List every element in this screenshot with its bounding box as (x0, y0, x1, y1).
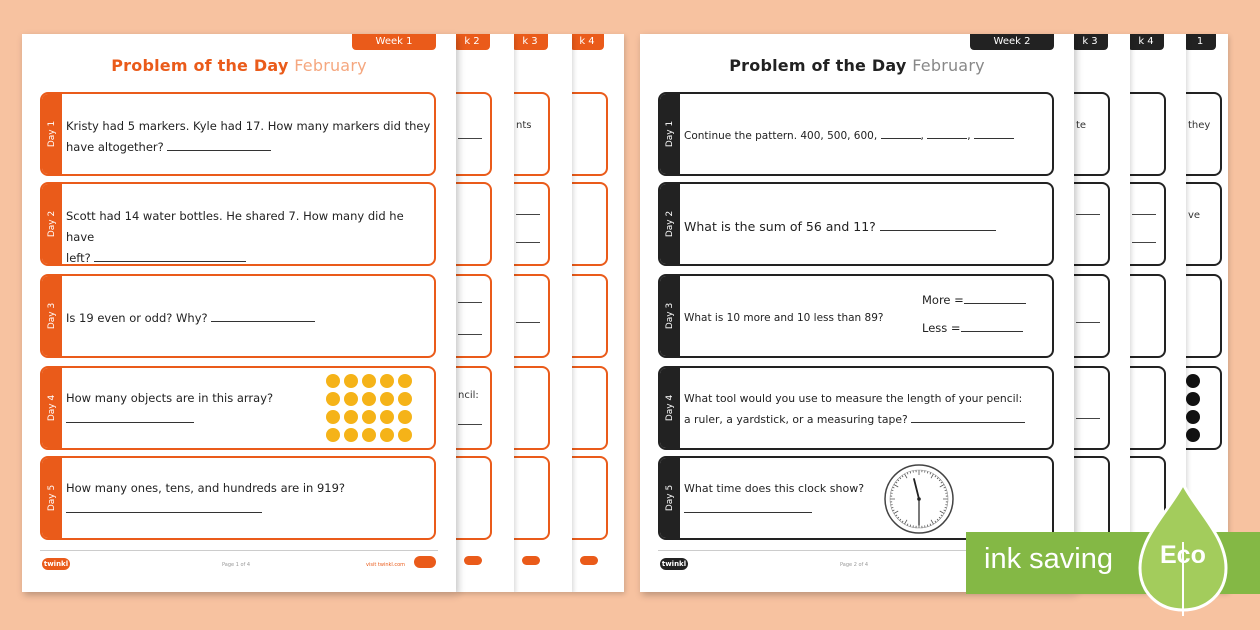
clock-icon (882, 462, 956, 536)
peek-card (572, 366, 608, 450)
day-strip: Day 2 (660, 184, 680, 264)
title-text: Problem of the Day (111, 56, 289, 75)
peek-card (456, 274, 492, 358)
peek-card (1074, 366, 1110, 450)
right-main-worksheet (640, 34, 1074, 592)
left-behind-sheet-week-3 (514, 34, 572, 592)
active-week-tab: Week 2 (970, 34, 1054, 50)
week-tab: k 3 (514, 34, 548, 50)
left-behind-sheet-week-4 (572, 34, 624, 592)
day-2-card (40, 182, 436, 266)
more-field: More = (922, 290, 1026, 311)
page-number: Page 2 of 4 (840, 562, 869, 568)
twinkl-logo (580, 556, 598, 565)
peek-card (1186, 366, 1222, 450)
peek-card (514, 456, 550, 540)
ink-saving-text: ink saving (984, 543, 1113, 575)
peek-card (456, 366, 492, 450)
peek-card (1074, 92, 1110, 176)
active-week-tab: Week 1 (352, 34, 436, 50)
day-strip: Day 1 (42, 94, 62, 174)
question-text: How many objects are in this array? (66, 388, 273, 430)
peek-card (514, 274, 550, 358)
peek-card (456, 92, 492, 176)
question-text: Is 19 even or odd? Why? (66, 308, 315, 329)
peek-card (456, 456, 492, 540)
peek-card (1130, 274, 1166, 358)
peek-card (572, 182, 608, 266)
question-text: Scott had 14 water bottles. He shared 7. How many did he have left? (66, 209, 404, 265)
question-text: What is the sum of 56 and 11? (684, 216, 996, 237)
day-5-card (40, 456, 436, 540)
week-tab: k 4 (1130, 34, 1164, 50)
peek-text: ve (1188, 210, 1201, 221)
less-field: Less = (922, 318, 1023, 339)
week-tab: k 4 (572, 34, 604, 50)
answer-blank (66, 504, 262, 513)
peek-card (1074, 182, 1110, 266)
array-dot (326, 428, 340, 442)
array-dot (398, 374, 412, 388)
left-behind-sheet-week-2 (456, 34, 514, 592)
title-month: February (912, 56, 985, 75)
array-dot (398, 428, 412, 442)
question-text: What time does this clock show? (684, 478, 864, 520)
answer-blank (881, 130, 921, 139)
day-strip: Day 2 (42, 184, 62, 264)
week-tab: 1 (1186, 34, 1216, 50)
answer-blank (684, 504, 812, 513)
peek-card (1186, 274, 1222, 358)
array-dot (398, 392, 412, 406)
question-text: What is 10 more and 10 less than 89? (684, 312, 884, 324)
array-dot (380, 410, 394, 424)
peek-text: ncil: (458, 390, 479, 401)
question-text: How many ones, tens, and hundreds are in 919? (66, 478, 345, 520)
answer-blank (964, 295, 1026, 304)
answer-blank (211, 313, 315, 322)
answer-blank (66, 414, 194, 423)
twinkl-logo: twinkl (43, 560, 69, 568)
array-dot (344, 374, 358, 388)
answer-blank (961, 323, 1023, 332)
peek-card (1074, 456, 1110, 540)
day-strip: Day 4 (660, 368, 680, 448)
day-3-card (40, 274, 436, 358)
array-dot (398, 410, 412, 424)
answer-blank (880, 222, 996, 231)
footer-divider (40, 550, 438, 551)
page-number: Page 1 of 4 (222, 562, 251, 568)
peek-card (572, 456, 608, 540)
peek-card (514, 92, 550, 176)
right-behind-sheet-week-3 (1074, 34, 1130, 592)
peek-card (1130, 366, 1166, 450)
eco-label: Eco (1160, 541, 1206, 569)
day-strip: Day 5 (42, 458, 62, 538)
peek-card (572, 274, 608, 358)
footer-url: visit twinkl.com (366, 562, 406, 568)
answer-blank (94, 253, 246, 262)
day-strip: Day 3 (42, 276, 62, 356)
twinkl-logo (464, 556, 482, 565)
question-text: Continue the pattern. 400, 500, 600, , , (684, 126, 1014, 147)
peek-card (1130, 182, 1166, 266)
peek-text: te (1076, 120, 1087, 131)
peek-card (572, 92, 608, 176)
peek-card (456, 182, 492, 266)
array-dot (380, 374, 394, 388)
worksheet-title (22, 56, 456, 75)
worksheet-title (640, 56, 1074, 75)
twinkl-logo (522, 556, 540, 565)
array-dot (362, 374, 376, 388)
answer-blank (927, 130, 967, 139)
answer-blank (974, 130, 1014, 139)
array-dot (380, 392, 394, 406)
answer-blank (911, 414, 1025, 423)
title-text: Problem of the Day (729, 56, 907, 75)
week-tab: k 2 (456, 34, 490, 50)
day-1-card (658, 92, 1054, 176)
question-text: What tool would you use to measure the length of your pencil: a ruler, a yardstick, or a measuring tape? (684, 388, 1025, 430)
day-strip: Day 5 (660, 458, 680, 538)
array-dot (362, 392, 376, 406)
array-dot (362, 428, 376, 442)
array-dot (326, 392, 340, 406)
twinkl-logo: twinkl (661, 560, 687, 568)
array-dot (344, 392, 358, 406)
peek-card (1186, 182, 1222, 266)
peek-text: they (1188, 120, 1211, 131)
question-text: Kristy had 5 markers. Kyle had 17. How many markers did they have altogether? (66, 119, 431, 154)
answer-blank (167, 142, 271, 151)
peek-card (514, 366, 550, 450)
peek-text: nts (516, 120, 532, 131)
day-3-card (658, 274, 1054, 358)
day-4-card (658, 366, 1054, 450)
day-strip: Day 1 (660, 94, 680, 174)
peek-card (514, 182, 550, 266)
array-dot (344, 428, 358, 442)
dot-array (326, 374, 412, 442)
peek-card (1186, 92, 1222, 176)
array-dot (326, 410, 340, 424)
array-dot (344, 410, 358, 424)
day-2-card (658, 182, 1054, 266)
array-dot (380, 428, 394, 442)
title-month: February (294, 56, 367, 75)
peek-card (1130, 92, 1166, 176)
twinkl-logo (414, 556, 436, 568)
day-5-card (658, 456, 1054, 540)
left-main-worksheet (22, 34, 456, 592)
day-1-card (40, 92, 436, 176)
peek-card (1074, 274, 1110, 358)
week-tab: k 3 (1074, 34, 1108, 50)
array-dot (362, 410, 376, 424)
day-strip: Day 3 (660, 276, 680, 356)
day-strip: Day 4 (42, 368, 62, 448)
day-4-card (40, 366, 436, 450)
array-dot (326, 374, 340, 388)
